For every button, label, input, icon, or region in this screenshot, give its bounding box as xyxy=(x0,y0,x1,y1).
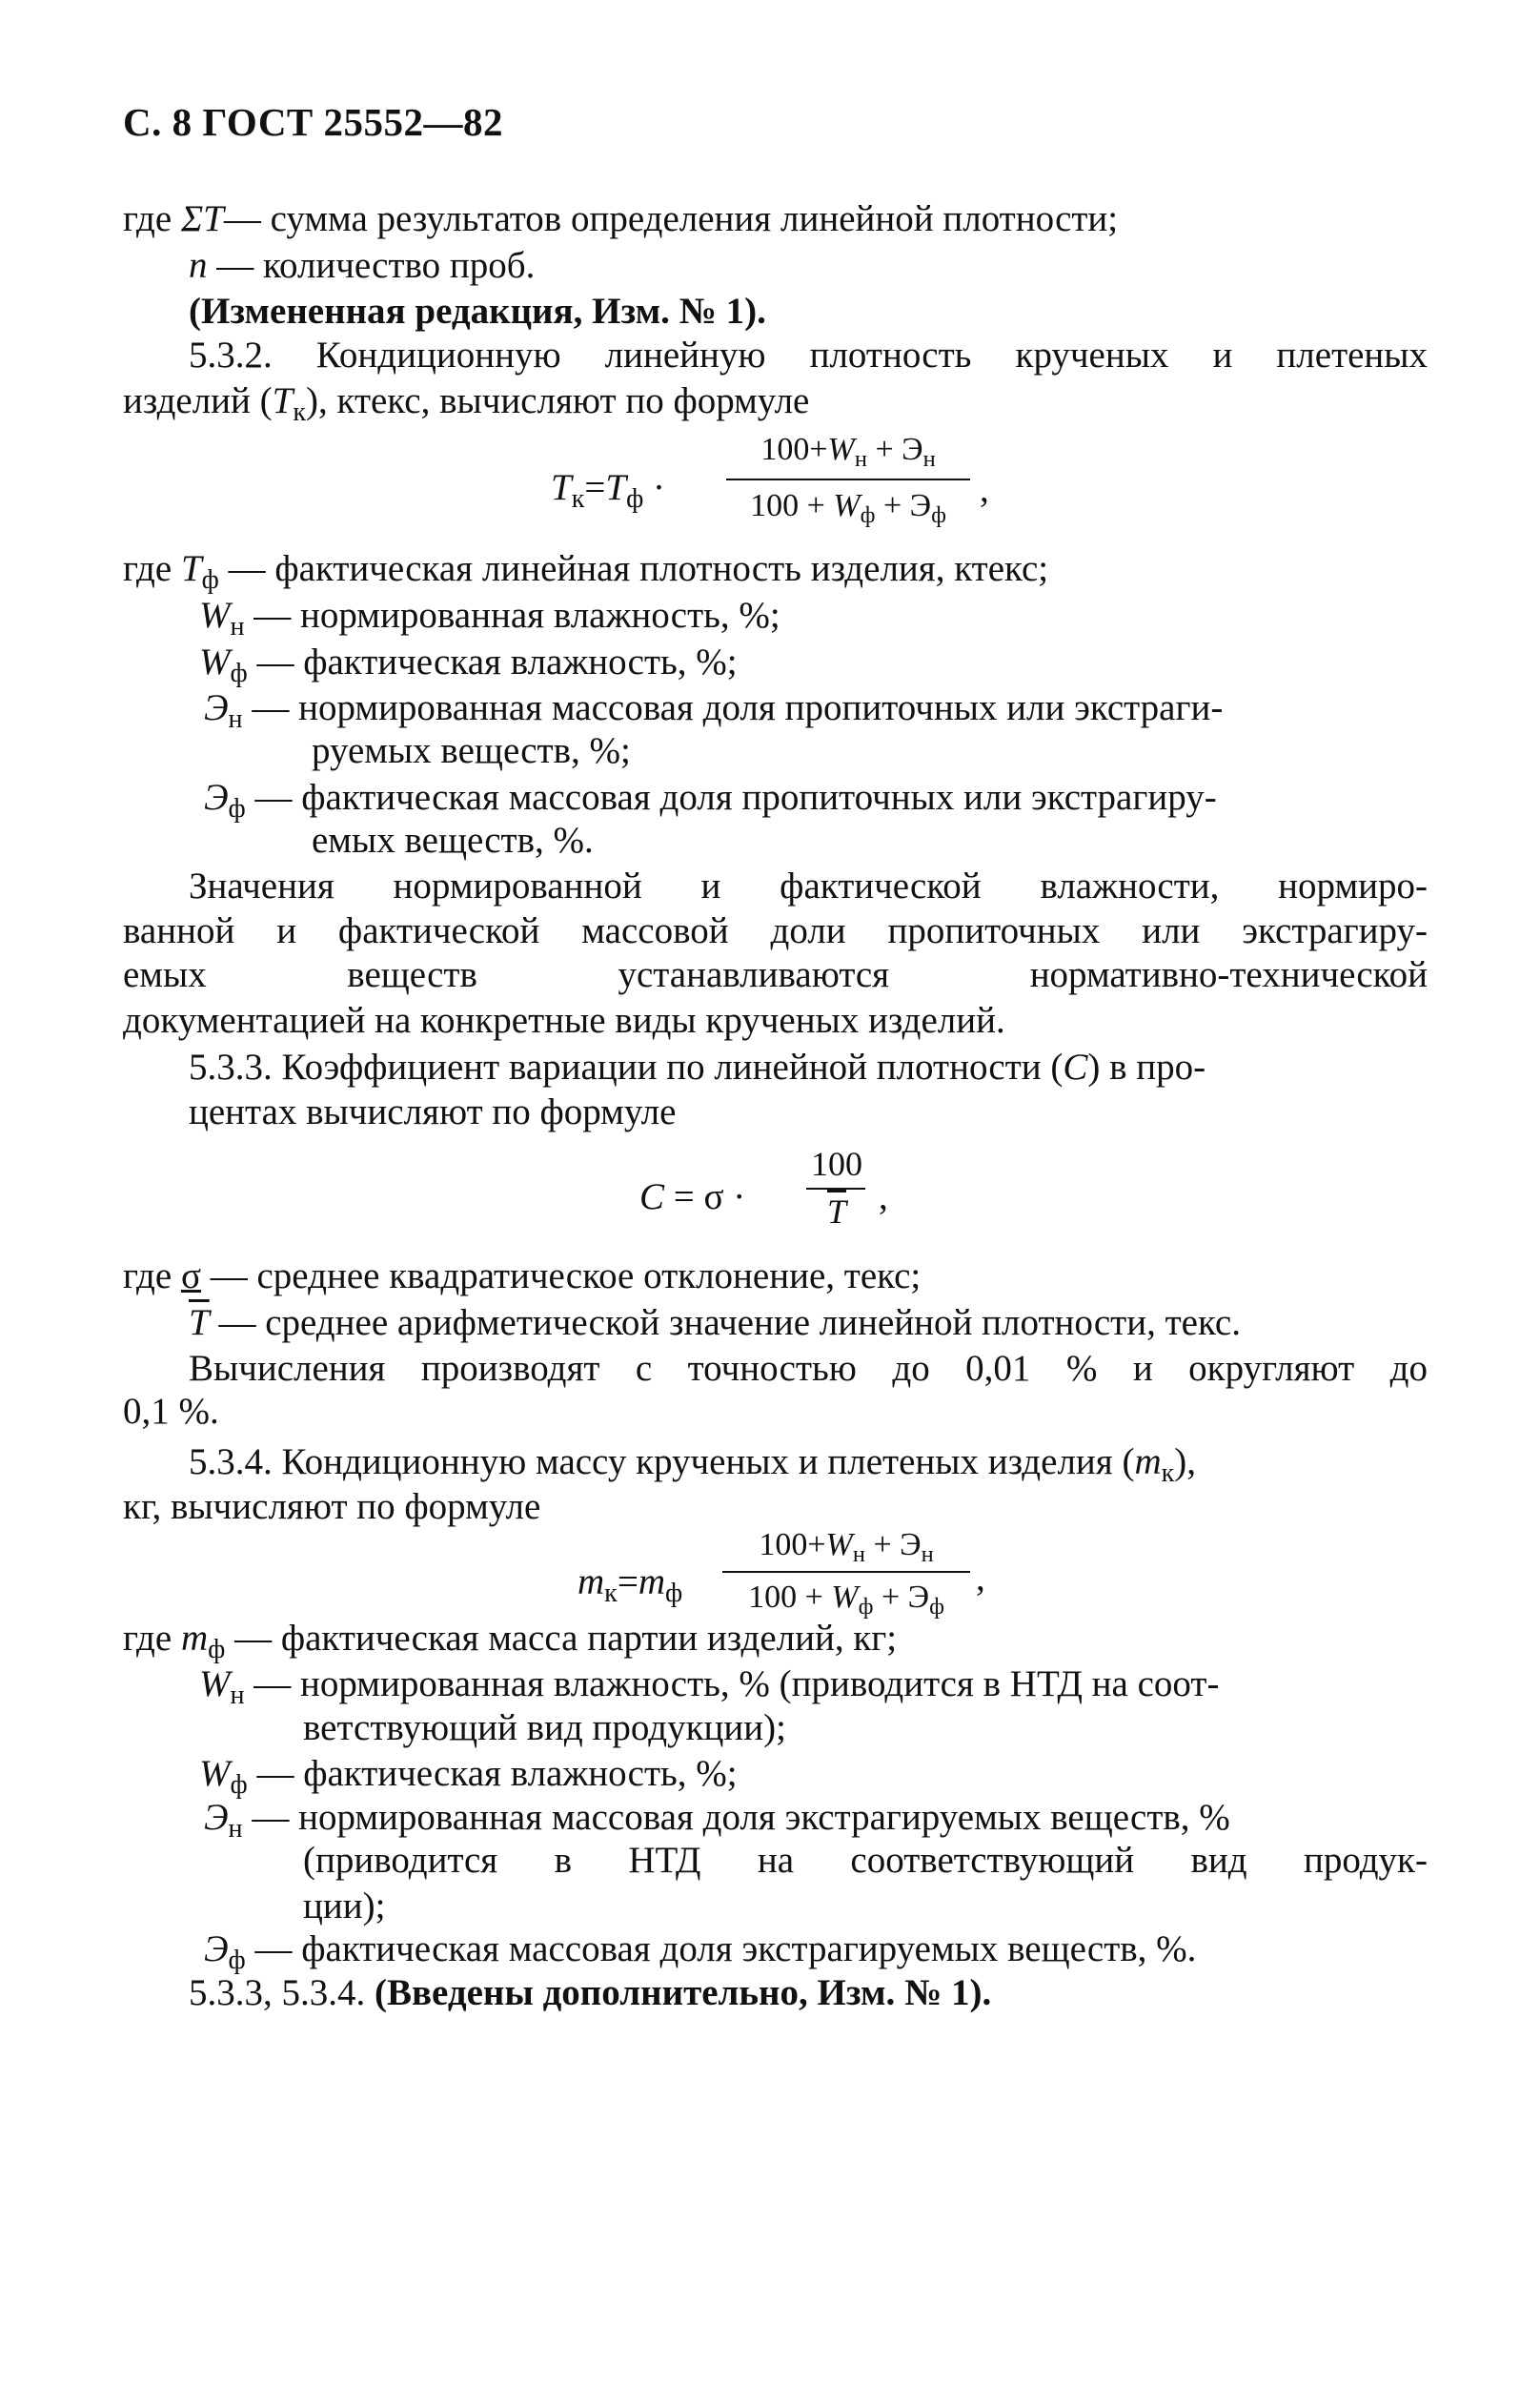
defs2-0-symbol: σ xyxy=(180,1255,201,1296)
formula-2-numerator: 100 xyxy=(811,1145,862,1183)
def-sum-text: — сумма результатов определения линейной плотности; xyxy=(223,198,1119,239)
defs3-1-symbol: W xyxy=(199,1663,231,1704)
para-values-line-2: емых веществ устанавливаются нормативно-технической xyxy=(123,954,1428,995)
formula-3-den-b-sub: ф xyxy=(929,1593,944,1620)
formula-3-den-w: W xyxy=(831,1580,859,1615)
p532-symbol: T xyxy=(272,380,294,421)
p534-line1 xyxy=(189,1443,1196,1487)
defs1-row-4 xyxy=(204,779,1217,823)
defs3-3-text: — нормированная массовая доля экстрагируемых веществ, % xyxy=(252,1797,1230,1838)
formula-1-eq: = xyxy=(584,467,606,508)
defs3-row-1 xyxy=(199,1665,1219,1709)
p533-line1 xyxy=(189,1049,1206,1086)
para-values-line-3: документацией на конкретные виды крученых изделий. xyxy=(123,1000,1005,1041)
formula-1-num-b: + Э xyxy=(866,432,923,467)
formula-2-eq: = σ · xyxy=(673,1176,746,1217)
formula-2-lhs xyxy=(639,1178,745,1215)
formula-1-rhs-symbol: T xyxy=(605,467,627,508)
formula-3-lhs-symbol: m xyxy=(578,1561,605,1602)
formula-1-denominator xyxy=(724,490,972,527)
defs2-0-text: — среднее квадратическое отклонение, текс; xyxy=(210,1255,922,1296)
formula-1-rhs-sub: ф xyxy=(626,483,644,514)
defs1-row-2 xyxy=(199,643,738,687)
formula-3-rhs-sub: ф xyxy=(665,1578,683,1608)
defs2-row-1 xyxy=(189,1304,1241,1341)
formula-1-lhs xyxy=(551,469,665,513)
page-header: С. 8 ГОСТ 25552—82 xyxy=(123,100,504,144)
para-calc-line-1: 0,1 %. xyxy=(123,1391,219,1432)
p533-symbol: C xyxy=(1063,1047,1088,1088)
p534-line1-post: ), xyxy=(1174,1441,1197,1482)
defs3-row-1-cont: ветствующий вид продукции); xyxy=(303,1707,786,1748)
def-where: где xyxy=(123,198,181,239)
defs3-row-3-cont-1: ции); xyxy=(303,1886,386,1926)
formula-1-num-w: W xyxy=(827,432,855,467)
para-calc-line-0: Вычисления производят с точностью до 0,01 % и округляют до xyxy=(189,1348,1428,1389)
defs1-0-text: — фактическая линейная плотность изделия, ктекс; xyxy=(228,548,1049,589)
para-values-line-0: Значения нормированной и фактической влажности, нормиро- xyxy=(189,866,1428,907)
def-sum-symbol: ΣT xyxy=(180,198,224,239)
defs2-where: где xyxy=(123,1255,181,1296)
defs3-2-symbol: W xyxy=(199,1753,231,1794)
formula-3-den-a: 100 + xyxy=(748,1580,832,1615)
p532-line2 xyxy=(123,382,809,426)
defs1-4-symbol: Э xyxy=(204,777,229,818)
formula-3-lhs-sub: к xyxy=(604,1578,618,1608)
formula-3-den-b: + Э xyxy=(873,1580,930,1615)
defs3-0-text: — фактическая масса партии изделий, кг; xyxy=(234,1618,898,1659)
formula-3-num-w: W xyxy=(825,1527,853,1562)
p533-line1-pre: 5.3.3. Коэффициент вариации по линейной плотности ( xyxy=(189,1047,1064,1088)
p534-symbol-sub: к xyxy=(1161,1458,1175,1488)
defs3-row-3-cont-0: (приводится в НТД на соответствующий вид продук- xyxy=(303,1840,1428,1881)
defs3-4-sub: ф xyxy=(228,1945,246,1975)
defs1-row-0 xyxy=(123,550,1048,594)
formula-1-fraction-bar xyxy=(726,479,970,480)
defs3-row-0 xyxy=(123,1620,897,1663)
defs1-1-sub: н xyxy=(230,611,245,642)
formula-3-den-w-sub: ф xyxy=(858,1593,874,1620)
defs1-4-sub: ф xyxy=(228,793,246,824)
formula-3-num-b: + Э xyxy=(864,1527,922,1562)
p534-symbol: m xyxy=(1134,1441,1162,1482)
defs1-0-sub: ф xyxy=(201,564,219,595)
defs1-row-3 xyxy=(204,689,1223,733)
formula-2-lhs-symbol: C xyxy=(639,1176,665,1217)
formula-3-denominator xyxy=(720,1581,972,1619)
defs1-2-symbol: W xyxy=(199,642,231,683)
defs1-1-text: — нормированная влажность, %; xyxy=(253,595,780,636)
defs1-1-symbol: W xyxy=(199,595,231,636)
defs2-1-symbol: $\overline{T}$ xyxy=(189,1302,210,1343)
formula-1-num-b-sub: н xyxy=(922,445,936,472)
change-note-1: (Измененная редакция, Изм. № 1). xyxy=(189,291,766,332)
formula-2-denominator xyxy=(803,1194,870,1229)
formula-1-dot: · xyxy=(653,467,666,508)
p533-line1-post: ) в про- xyxy=(1087,1047,1206,1088)
defs1-row-4-cont: емых веществ, %. xyxy=(312,820,594,861)
defs3-2-sub: ф xyxy=(230,1769,248,1800)
defs3-row-4 xyxy=(204,1930,1196,1974)
amendment-note xyxy=(189,1974,991,2011)
defs3-4-symbol: Э xyxy=(204,1928,229,1969)
p532-line2-post: ), ктекс, вычисляют по формуле xyxy=(306,380,810,421)
formula-1-comma: , xyxy=(980,469,989,510)
amendment-note-bold: (Введены дополнительно, Изм. № 1). xyxy=(375,1972,992,2013)
formula-1-den-w-sub: ф xyxy=(860,501,876,528)
defs3-0-symbol: m xyxy=(180,1618,209,1659)
formula-1-den-b-sub: ф xyxy=(931,501,946,528)
p534-line1-pre: 5.3.4. Кондиционную массу крученых и плетеных изделия ( xyxy=(189,1441,1135,1482)
def-n-symbol: n xyxy=(189,245,208,286)
formula-1-num-a: 100+ xyxy=(760,432,828,467)
defs1-3-symbol: Э xyxy=(204,687,229,728)
defs3-3-sub: н xyxy=(228,1813,243,1844)
def-sum-line xyxy=(123,200,1118,237)
formula-3-numerator xyxy=(720,1529,972,1566)
formula-3-eq: = xyxy=(617,1561,638,1602)
defs3-4-text: — фактическая массовая доля экстрагируемых веществ, %. xyxy=(254,1928,1197,1969)
defs3-0-sub: ф xyxy=(208,1634,226,1664)
formula-1-num-w-sub: н xyxy=(854,445,867,472)
defs3-3-symbol: Э xyxy=(204,1797,229,1838)
formula-1-lhs-symbol: T xyxy=(551,467,572,508)
formula-1-den-a: 100 + xyxy=(750,488,834,523)
formula-3-lhs xyxy=(578,1563,682,1607)
amendment-note-pre: 5.3.3, 5.3.4. xyxy=(189,1972,375,2013)
defs2-1-text: — среднее арифметической значение линейной плотности, текс. xyxy=(218,1302,1241,1343)
defs1-3-sub: н xyxy=(228,703,243,734)
defs1-row-1 xyxy=(199,597,780,641)
formula-3-fraction-bar xyxy=(722,1571,970,1573)
defs1-row-3-cont: руемых веществ, %; xyxy=(312,730,631,771)
formula-3-rhs-symbol: m xyxy=(638,1561,665,1602)
p532-line1: 5.3.2. Кондиционную линейную плотность крученых и плетеных xyxy=(189,335,1428,376)
defs3-1-text: — нормированная влажность, % (приводится в НТД на соот- xyxy=(253,1663,1220,1704)
defs1-3-text: — нормированная массовая доля пропиточных или экстраги- xyxy=(252,687,1224,728)
defs1-where: где xyxy=(123,548,181,589)
p532-symbol-sub: к xyxy=(293,397,307,427)
formula-1-numerator xyxy=(724,434,972,471)
p532-line2-pre: изделий ( xyxy=(123,380,273,421)
defs1-2-sub: ф xyxy=(230,658,248,688)
p534-line2: кг, вычисляют по формуле xyxy=(123,1486,541,1527)
defs2-row-0 xyxy=(123,1257,921,1294)
defs1-4-text: — фактическая массовая доля пропиточных или экстрагиру- xyxy=(254,777,1217,818)
defs1-2-text: — фактическая влажность, %; xyxy=(256,642,738,683)
formula-1-lhs-sub: к xyxy=(571,483,585,514)
formula-3-num-w-sub: н xyxy=(852,1540,865,1567)
formula-2-fraction-bar xyxy=(806,1188,865,1190)
formula-2-den-symbol: $\overline{T}$ xyxy=(826,1192,847,1231)
formula-3-num-a: 100+ xyxy=(759,1527,826,1562)
defs3-where: где xyxy=(123,1618,181,1659)
para-values-line-1: ванной и фактической массовой доли пропиточных или экстрагиру- xyxy=(123,910,1428,951)
defs3-2-text: — фактическая влажность, %; xyxy=(256,1753,738,1794)
defs3-row-2 xyxy=(199,1755,738,1799)
defs1-0-symbol: T xyxy=(180,548,202,589)
formula-1-den-w: W xyxy=(833,488,861,523)
formula-3-comma: , xyxy=(976,1558,985,1599)
formula-2-comma: , xyxy=(879,1176,888,1217)
def-n-text: — количество проб. xyxy=(216,245,536,286)
def-n-line xyxy=(189,247,535,284)
defs3-1-sub: н xyxy=(230,1680,245,1710)
defs3-row-3 xyxy=(204,1799,1230,1843)
p533-line2: центах вычисляют по формуле xyxy=(189,1091,677,1132)
formula-1-den-b: + Э xyxy=(875,488,932,523)
formula-3-num-b-sub: н xyxy=(921,1540,934,1567)
